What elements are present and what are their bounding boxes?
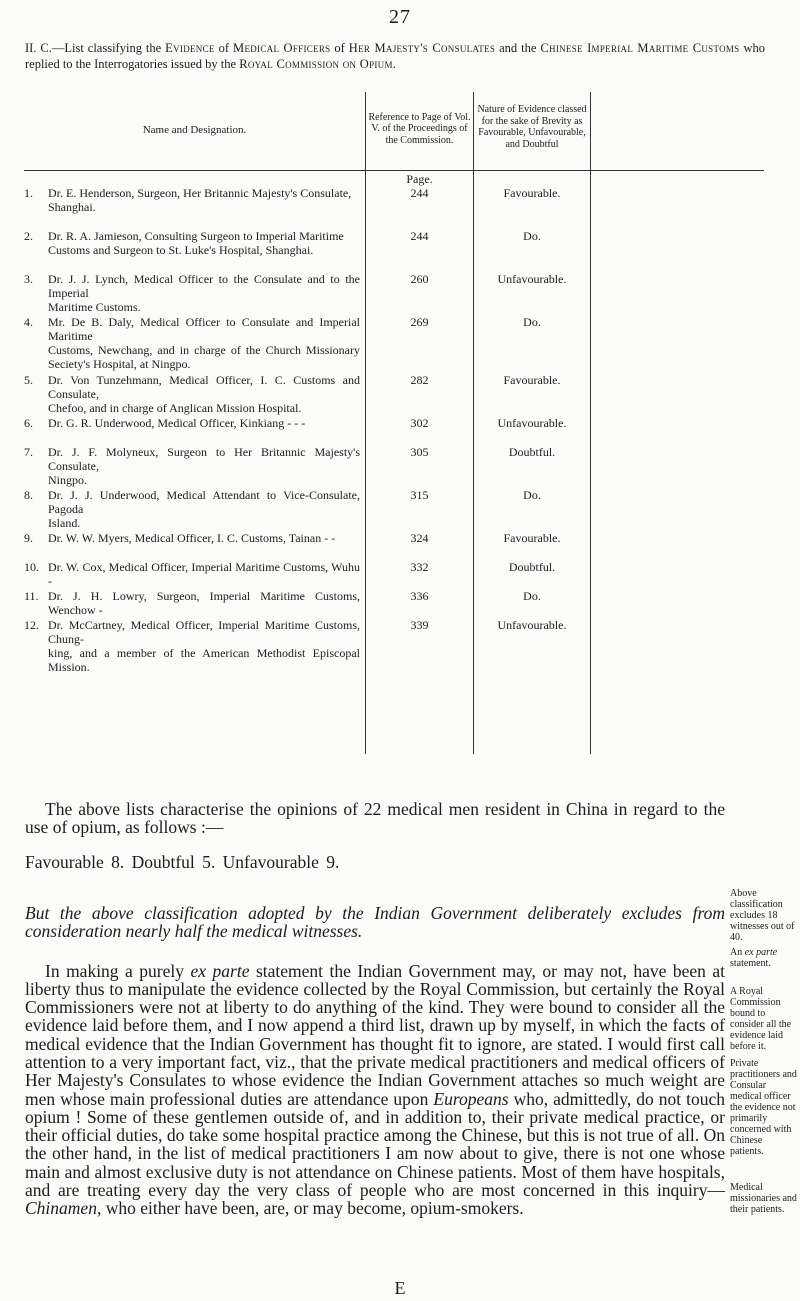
main-text-1: In making a purely [45, 960, 191, 981]
nature-value: Unfavourable. [497, 272, 567, 286]
evidence-table [24, 92, 764, 754]
heading-of1: of [214, 41, 234, 55]
main-europeans: Europeans [433, 1088, 509, 1109]
margin-note-1: Above classification excludes 18 witnesses out of 40. [730, 888, 795, 943]
main-text-3: who, admittedly, do not touch opium ! Some of these gentlemen outside of, and in addition to, their private medical practice, or their official duties, do take some hospital practice among the Chinese, but this is not true of all. On the other hand, in the list of medical practitioners I am now about to give, there is not one whose main and almost exclusive duty is not attendance on Chinese patients. Most of them have hospitals, and are treating every day the very class of people who are most concerned in this inquiry— [25, 1088, 725, 1201]
margin-note-2-italic: ex parte [744, 947, 778, 958]
row-name: Dr. W. W. Myers, Medical Officer, I. C. Customs, Tainan - - [48, 531, 336, 545]
margin-note-2 [730, 947, 798, 969]
header-rule [24, 170, 764, 171]
row-name: Dr. J. F. Molyneux, Surgeon to Her Britannic Majesty's Consulate, [48, 445, 360, 473]
nature-value: Do. [523, 229, 541, 243]
nature-value: Do. [523, 589, 541, 603]
row-name: Dr. J. J. Lynch, Medical Officer to the Consulate and to the Imperial [48, 272, 360, 300]
heading-customs: Chinese Imperial Maritime Customs [540, 41, 740, 55]
page-ref: 302 [410, 416, 429, 430]
row-name: Dr. E. Henderson, Surgeon, Her Britannic Majesty's Consulate, [48, 186, 352, 200]
main-ex-parte: ex parte [190, 960, 250, 981]
table-row [24, 315, 360, 371]
page-ref: 260 [410, 272, 429, 286]
heading-consulates: Her Majesty's Consulates [348, 41, 496, 55]
row-name: Dr. J. H. Lowry, Surgeon, Imperial Maritime Customs, Wenchow - [48, 589, 360, 617]
heading-commission: Royal Commission on Opium [239, 57, 393, 71]
row-name-cont: Ningpo. [48, 473, 87, 487]
nature-value: Doubtful. [508, 560, 556, 574]
row-name: Dr. McCartney, Medical Officer, Imperial Maritime Customs, Chung- [48, 618, 360, 646]
summary-paragraph: The above lists characterise the opinions of 22 medical men resident in China in regard to the use of opium, as follows :— [25, 799, 725, 838]
row-number: 12. [24, 618, 39, 632]
row-number: 11. [24, 589, 39, 603]
heading-end: . [392, 57, 396, 71]
table-heading [25, 40, 765, 72]
heading-prefix: II. C.—List classifying the [25, 41, 166, 55]
table-row [24, 560, 360, 588]
row-name: Dr. W. Cox, Medical Officer, Imperial Maritime Customs, Wuhu - [48, 560, 360, 588]
main-paragraph [25, 962, 725, 1218]
row-number: 6. [24, 416, 33, 430]
table-row [24, 531, 360, 545]
page-ref: 315 [410, 488, 429, 502]
table-divider [590, 92, 591, 754]
row-name-cont: Customs and Surgeon to St. Luke's Hospital, Shanghai. [48, 243, 314, 257]
row-name-cont: king, and a member of the American Methodist Episcopal Mission. [48, 646, 360, 674]
table-row [24, 589, 360, 617]
margin-note-5: Medical missionaries and their patients. [730, 1182, 797, 1215]
header-name: Name and Designation. [142, 124, 247, 137]
row-name: Mr. De B. Daly, Medical Officer to Consulate and Imperial Maritime [48, 315, 360, 343]
margin-note-2-post: statement. [730, 958, 771, 969]
nature-value: Doubtful. [508, 445, 556, 459]
header-nature: Nature of Evidence classed for the sake of Brevity as Favourable, Unfavourable, and Doubtful [477, 104, 587, 150]
page-ref: 332 [410, 560, 429, 574]
table-row [24, 229, 360, 257]
margin-note-3: A Royal Commission bound to consider all the evidence laid before it. [730, 986, 792, 1052]
row-number: 4. [24, 315, 33, 329]
nature-value: Favourable. [503, 186, 561, 200]
table-row [24, 488, 360, 530]
nature-value: Do. [523, 488, 541, 502]
row-number: 10. [24, 560, 39, 574]
nature-value: Favourable. [503, 531, 561, 545]
row-name-cont: Island. [48, 516, 81, 530]
table-row [24, 186, 360, 214]
table-row [24, 618, 360, 674]
table-row [24, 416, 360, 430]
heading-evidence: Evidence [165, 41, 215, 55]
margin-note-2-pre: An [730, 947, 745, 958]
page-ref: 269 [410, 315, 429, 329]
page-label: Page. [406, 172, 433, 186]
row-name: Dr. J. J. Underwood, Medical Attendant to Vice-Consulate, Pagoda [48, 488, 360, 516]
nature-value: Favourable. [503, 373, 561, 387]
page-ref: 282 [410, 373, 429, 387]
row-name-cont: Customs, Newchang, and in charge of the Church Missionary Seciety's Hospital, at Ningpo. [48, 343, 360, 371]
page-ref: 339 [410, 618, 429, 632]
page-ref: 244 [410, 186, 429, 200]
heading-medical-officers: Medical Officers [233, 41, 331, 55]
page-number: 27 [389, 6, 411, 28]
row-name-cont: Maritime Customs. [48, 300, 141, 314]
heading-of2: of [330, 41, 349, 55]
page-ref: 244 [410, 229, 429, 243]
page-ref: 324 [410, 531, 429, 545]
row-name: Dr. G. R. Underwood, Medical Officer, Kinkiang - - - [48, 416, 306, 430]
signature-mark: E [394, 1278, 406, 1298]
nature-value: Unfavourable. [497, 618, 567, 632]
main-text-2: statement the Indian Government may, or may not, have been at liberty thus to manipulate the evidence collected by the Royal Commission, but certainly the Royal Commissioners were not at liberty to do anything of the kind. They were bound to consider all the evidence laid before them, and I now append a third list, drawn up by myself, in which the facts of medical evidence that the Indian Government has thought fit to ignore, are stated. I would first call attention to a very important fact, viz., that the private medical practitioners and medical officers of Her Majesty's Consulates to whose evidence the Indian Government attaches so much weight are men whose main professional duties are attendance upon [25, 960, 725, 1109]
row-number: 3. [24, 272, 33, 286]
row-number: 7. [24, 445, 33, 459]
main-text-4: , who either have been, are, or may become, opium-smokers. [96, 1198, 524, 1219]
page-ref: 305 [410, 445, 429, 459]
margin-note-4: Private practitioners and Consular medical officer the evidence not primarily concerned with Chinese patients. [730, 1058, 797, 1157]
page-ref: 336 [410, 589, 429, 603]
row-name-cont: Chefoo, and in charge of Anglican Mission Hospital. [48, 401, 302, 415]
row-number: 9. [24, 531, 33, 545]
italic-paragraph: But the above classification adopted by the Indian Government deliberately excludes from consideration nearly half the medical witnesses. [25, 902, 725, 941]
row-number: 2. [24, 229, 33, 243]
table-row [24, 272, 360, 314]
row-name-cont: Shanghai. [48, 200, 96, 214]
heading-and-the: and the [495, 41, 541, 55]
row-number: 1. [24, 186, 33, 200]
tally-line: Favourable 8. Doubtful 5. Unfavourable 9. [25, 852, 340, 872]
row-number: 5. [24, 373, 33, 387]
row-name: Dr. R. A. Jamieson, Consulting Surgeon to Imperial Maritime [48, 229, 344, 243]
main-chinamen: Chinamen [25, 1198, 97, 1219]
nature-value: Do. [523, 315, 541, 329]
table-row [24, 445, 360, 487]
nature-value: Unfavourable. [497, 416, 567, 430]
heading-replied: who replied to the Interrogatories issued by the [25, 41, 765, 71]
table-row [24, 373, 360, 415]
row-name: Dr. Von Tunzehmann, Medical Officer, I. C. Customs and Consulate, [48, 373, 360, 401]
row-number: 8. [24, 488, 33, 502]
header-reference: Reference to Page of Vol. V. of the Proceedings of the Commission. [368, 111, 471, 146]
